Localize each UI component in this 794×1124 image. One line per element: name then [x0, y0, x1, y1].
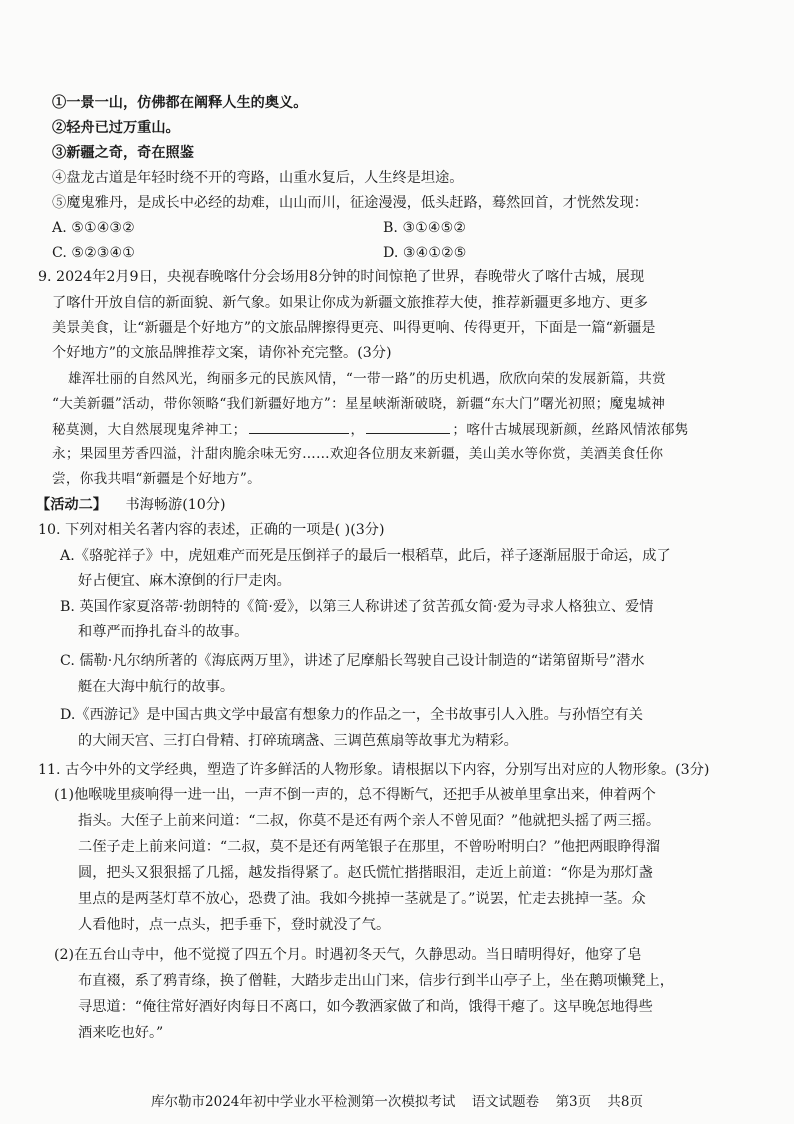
q9-passage-4: 永；果园里芳香四溢，汁甜肉脆余味无穷……欢迎各位朋友来新疆，美山美水等你赏，美酒美食任你 [52, 446, 664, 462]
q11-passage-2-line-3: 寻思道：“俺往常好酒好肉每日不离口，如今教洒家做了和尚，饿得干瘪了。这早晚怎地得些 [78, 999, 653, 1015]
q11-passage-2-line-4: 酒来吃也好。” [78, 1025, 164, 1041]
footer-exam-title: 库尔勒市2024年初中学业水平检测第一次模拟考试 [151, 1094, 456, 1110]
activity-heading [36, 495, 226, 515]
q8-option-1: ①一景一山，仿佛都在阐释人生的奥义。 [52, 95, 308, 111]
q11-passage-1-line-2: 指头。大侄子上前来问道：“二叔，你莫不是还有两个亲人不曾见面？”他就把头摇了两三摇。 [78, 813, 661, 829]
q9-stem-1: 9. 2024年2月9日，央视春晚喀什分会场用8分钟的时间惊艳了世界，春晚带火了喀什古城，展现 [38, 269, 645, 285]
q11-stem: 11. 古今中外的文学经典，塑造了许多鲜活的人物形象。请根据以下内容，分别写出对应的人物形象。(3分) [38, 762, 710, 778]
activity-title: 书海畅游(10分) [125, 497, 226, 513]
q9-passage-3 [52, 419, 689, 440]
q8-option-3: ③新疆之奇，奇在照鉴 [52, 145, 194, 161]
activity-tag: 【活动二】 [36, 497, 107, 513]
q10-option-a: A.《骆驼祥子》中，虎妞难产而死是压倒祥子的最后一根稻草，此后，祥子逐渐屈服于命运，成了 [60, 548, 671, 564]
q9-passage-1: 雄浑壮丽的自然风光，绚丽多元的民族风情，“一带一路”的历史机遇，欣欣向荣的发展新篇，共赏 [68, 371, 667, 387]
q9-passage-5: 尝，你我共唱“新疆是个好地方”。 [52, 471, 262, 487]
q10-option-a-cont: 好占便宜、麻木潦倒的行尸走肉。 [78, 573, 291, 589]
q10-option-b-cont: 和尊严而挣扎奋斗的故事。 [78, 624, 249, 640]
q8-choice-b: B. ③①④⑤② [383, 220, 467, 236]
q11-passage-1-line-3: 二侄子走上前来问道：“二叔，莫不是还有两笔银子在那里，不曾吩咐明白？”他把两眼睁得溜 [78, 839, 661, 855]
q9-passage-3-end: ；喀什古城展现新颜，丝路风情浓郁隽 [452, 422, 689, 438]
q11-passage-1-line-1: (1)他喉咙里痰响得一进一出，一声不倒一声的，总不得断气，还把手从被单里拿出来，伸着两个 [54, 787, 656, 803]
q10-option-b: B. 英国作家夏洛蒂·勃朗特的《简·爱》，以第三人称讲述了贫苦孤女简·爱为寻求人格独立、爱情 [60, 599, 654, 615]
footer-total-pages: 共8页 [607, 1094, 643, 1110]
q11-passage-2-line-1: (2)在五台山寺中，他不觉搅了四五个月。时遇初冬天气，久静思动。当日晴明得好，他穿了皂 [54, 947, 642, 963]
q8-option-2: ②轻舟已过万重山。 [52, 120, 180, 136]
q8-choice-d: D. ③④①②⑤ [383, 245, 467, 261]
q9-passage-3-start: 秘莫测，大自然展现鬼斧神工； [52, 422, 247, 438]
q8-choice-a: A. ⑤①④③② [52, 220, 135, 236]
q10-option-d-cont: 的大闹天宫、三打白骨精、打碎琉璃盏、三调芭蕉扇等故事尤为精彩。 [78, 733, 518, 749]
q8-option-4: ④盘龙古道是年轻时绕不开的弯路，山重水复后，人生终是坦途。 [52, 170, 464, 186]
q10-option-d: D.《西游记》是中国古典文学中最富有想象力的作品之一，全书故事引人入胜。与孙悟空有关 [60, 707, 643, 723]
q9-passage-2: “大美新疆”活动，带你领略“我们新疆好地方”：星星峡渐渐破晓，新疆“东大门”曙光初照；魔鬼城神 [52, 396, 666, 412]
q9-stem-4: 个好地方”的文旅品牌推荐文案，请你补充完整。(3分) [52, 345, 392, 361]
q11-passage-1-line-6: 人看他时，点一点头，把手垂下，登时就没了气。 [78, 917, 391, 933]
q10-option-c-cont: 艇在大海中航行的故事。 [78, 679, 235, 695]
footer-subject: 语文试题卷 [471, 1094, 540, 1110]
q9-answer-blank-2[interactable] [366, 419, 450, 434]
q9-stem-2: 了喀什开放自信的新面貌、新气象。如果让你成为新疆文旅推荐大使，推荐新疆更多地方、更多 [52, 295, 648, 311]
q9-stem-3: 美景美食，让“新疆是个好地方”的文旅品牌擦得更亮、叫得更响、传得更开，下面是一篇“新疆是 [52, 320, 656, 336]
footer-page-number: 第3页 [555, 1094, 592, 1110]
q8-choice-c: C. ⑤②③④① [52, 245, 135, 261]
q10-stem: 10. 下列对相关名著内容的表述，正确的一项是( )(3分) [38, 522, 385, 538]
q9-answer-blank-1[interactable] [249, 419, 349, 434]
q9-comma: ， [350, 422, 365, 438]
q10-option-c: C. 儒勒·凡尔纳所著的《海底两万里》，讲述了尼摩船长驾驶自己设计制造的“诺第留斯号”潜水 [60, 653, 645, 669]
q8-option-5: ⑤魔鬼雅丹，是成长中必经的劫难，山山而川，征途漫漫，低头赶路，蓦然回首，才恍然发现： [52, 195, 648, 211]
page-footer [0, 1090, 794, 1110]
q11-passage-1-line-5: 里点的是两茎灯草不放心，恐费了油。我如今挑掉一茎就是了。”说罢，忙走去挑掉一茎。众 [78, 891, 646, 907]
q11-passage-2-line-2: 布直裰，系了鸦青绦，换了僧鞋，大踏步走出山门来，信步行到半山亭子上，坐在鹅项懒凳上， [78, 973, 674, 989]
q11-passage-1-line-4: 圆，把头又狠狠摇了几摇，越发指得紧了。赵氏慌忙揩揩眼泪，走近上前道：“你是为那灯盏 [78, 865, 653, 881]
